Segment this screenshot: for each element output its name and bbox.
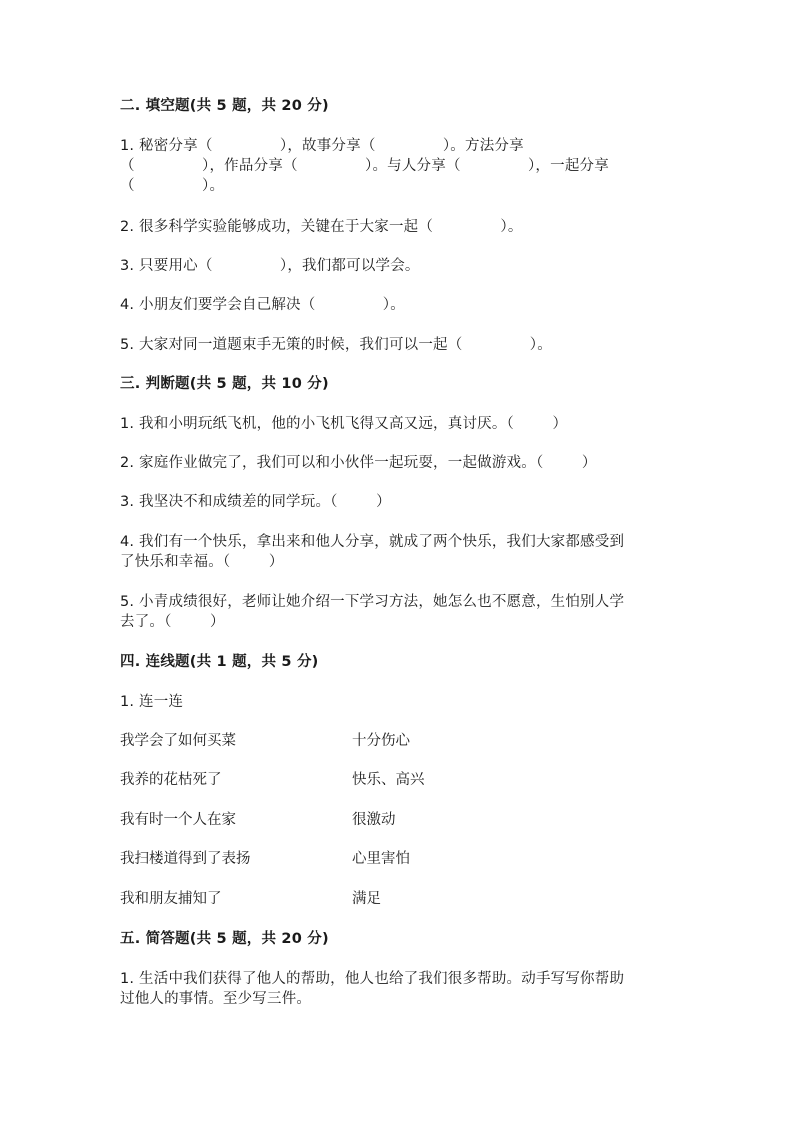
match-right-item: 满足 bbox=[352, 891, 381, 907]
match-left-item: 我学会了如何买菜 bbox=[120, 733, 236, 749]
match-left-item: 我有时一个人在家 bbox=[120, 812, 236, 828]
match-right-item: 心里害怕 bbox=[352, 851, 410, 867]
match-left-item: 我扫楼道得到了表扬 bbox=[120, 851, 251, 867]
fill-q1-line3: （ ）。 bbox=[120, 178, 225, 194]
match-q1: 1. 连一连 bbox=[120, 694, 184, 710]
section-heading-fill-blank: 二. 填空题(共 5 题，共 20 分) bbox=[120, 98, 329, 114]
tf-q1: 1. 我和小明玩纸飞机，他的小飞机飞得又高又远，真讨厌。（ ） bbox=[120, 416, 568, 432]
match-right-item: 很激动 bbox=[352, 812, 396, 828]
fill-q1-line1: 1. 秘密分享（ ），故事分享（ ）。方法分享 bbox=[120, 138, 524, 154]
match-left-item: 我养的花枯死了 bbox=[120, 772, 222, 788]
fill-q1-line2: （ ），作品分享（ ）。与人分享（ ），一起分享 bbox=[120, 158, 609, 174]
sa-q1-line2: 过他人的事情。至少写三件。 bbox=[120, 991, 312, 1007]
fill-q2: 2. 很多科学实验能够成功，关键在于大家一起（ ）。 bbox=[120, 219, 523, 235]
fill-q5: 5. 大家对同一道题束手无策的时候，我们可以一起（ ）。 bbox=[120, 337, 552, 353]
section-heading-short-answer: 五. 简答题(共 5 题，共 20 分) bbox=[120, 931, 329, 947]
match-right-item: 十分伤心 bbox=[352, 733, 410, 749]
tf-q5-line1: 5. 小青成绩很好，老师让她介绍一下学习方法，她怎么也不愿意，生怕别人学 bbox=[120, 594, 625, 610]
tf-q4-line1: 4. 我们有一个快乐，拿出来和他人分享，就成了两个快乐，我们大家都感受到 bbox=[120, 534, 625, 550]
tf-q4-line2: 了快乐和幸福。（ ） bbox=[120, 554, 284, 570]
section-heading-matching: 四. 连线题(共 1 题，共 5 分) bbox=[120, 654, 319, 670]
section-heading-true-false: 三. 判断题(共 5 题，共 10 分) bbox=[120, 376, 329, 392]
fill-q4: 4. 小朋友们要学会自己解决（ ）。 bbox=[120, 297, 405, 313]
fill-q3: 3. 只要用心（ ），我们都可以学会。 bbox=[120, 258, 420, 274]
match-left-item: 我和朋友捕知了 bbox=[120, 891, 222, 907]
sa-q1-line1: 1. 生活中我们获得了他人的帮助，他人也给了我们很多帮助。动手写写你帮助 bbox=[120, 971, 625, 987]
tf-q3: 3. 我坚决不和成绩差的同学玩。（ ） bbox=[120, 494, 391, 510]
match-right-item: 快乐、高兴 bbox=[352, 772, 425, 788]
tf-q5-line2: 去了。（ ） bbox=[120, 614, 225, 630]
tf-q2: 2. 家庭作业做完了，我们可以和小伙伴一起玩耍，一起做游戏。（ ） bbox=[120, 455, 597, 471]
